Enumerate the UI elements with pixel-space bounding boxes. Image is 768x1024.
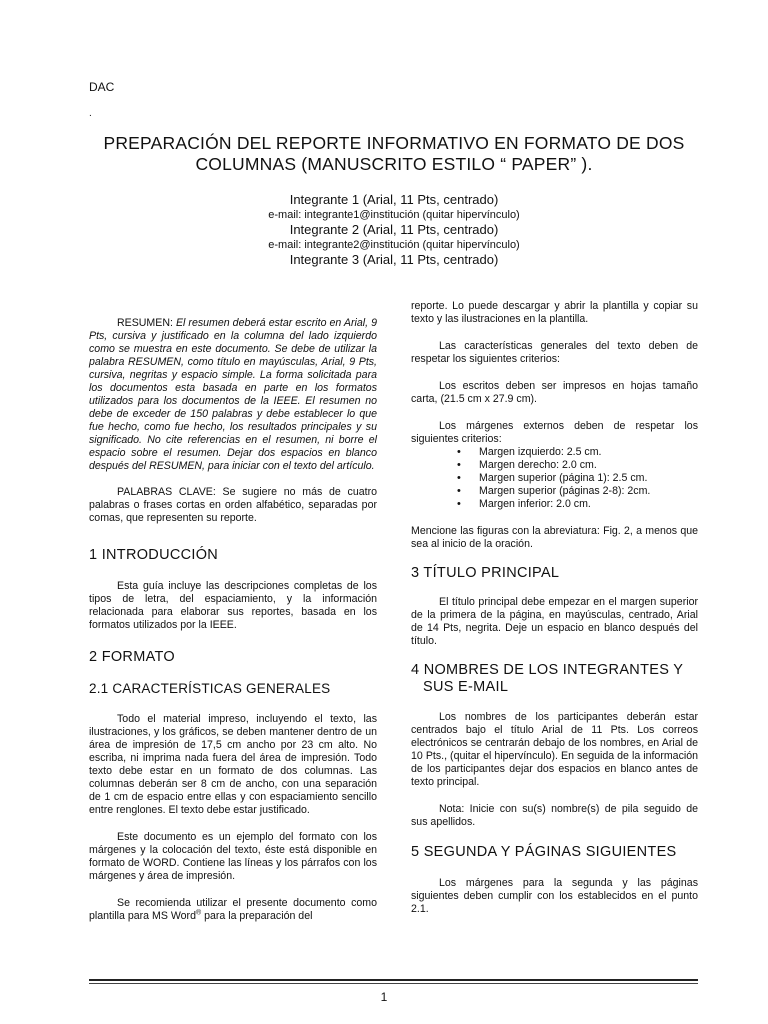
abstract-label: RESUMEN: [117, 317, 173, 329]
list-item: • Margen izquierdo: 2.5 cm. [479, 446, 698, 459]
registered-mark: ® [195, 909, 202, 917]
paragraph-segunda: Los márgenes para la segunda y las páginas siguientes deben cumplir con los establecidos en el punto 2.1. [411, 877, 698, 915]
list-item: • Margen derecho: 2.0 cm. [479, 459, 698, 472]
heading-nombres-line-1: 4 NOMBRES DE LOS INTEGRANTES Y [411, 662, 684, 678]
abstract-text: El resumen deberá estar escrito en Arial, 9 Pts, cursiva y justificado en la columna del lado izquierdo como se muestra en este documento. Se debe de utilizar la palabra RESUMEN, como título en mayúsculas, Arial, 9 Pts, cursiva, negritas y espacio simple. La forma solicitada para los documentos esta basada en parte en los formatos utilizados para los documentos de la IEEE. El resumen no debe de exceder de 150 palabras y debe establecer lo que fue hecho, como fue hecho, los resultados principales y su significado. No cite referencias en el resumen, ni borre el espacio sobre el resumen. Dejar dos espacios en blanco después del RESUMEN, para iniciar con el texto del artículo. [89, 317, 377, 472]
paragraph-caracteristicas: Las características generales del texto deben de respetar los siguientes criterios: [411, 340, 698, 365]
page-title [80, 133, 708, 175]
footer-rule-thin [89, 983, 698, 984]
paragraph-figuras: Mencione las figuras con la abreviatura: Fig. 2, a menos que sea al inicio de la oración. [411, 525, 698, 550]
left-column [89, 300, 377, 923]
paragraph-escritos: Los escritos deben ser impresos en hojas tamaño carta, (21.5 cm x 27.9 cm). [411, 380, 698, 405]
plantilla-text-a: Se recomienda utilizar el presente documento como plantilla para MS Word [89, 897, 377, 922]
heading-nombres [411, 662, 698, 696]
heading-segunda: 5 SEGUNDA Y PÁGINAS SIGUIENTES [411, 844, 677, 860]
paragraph-margenes: Los márgenes externos deben de respetar los siguientes criterios: [411, 420, 698, 445]
author-block [80, 192, 708, 268]
paragraph-titulo: El título principal debe empezar en el margen superior de la primera de la página, en mayúsculas, centrado, Arial de 14 Pts, negrita. Deje un espacio en blanco después del título. [411, 596, 698, 647]
author-2-email: e-mail: integrante2@institución (quitar hipervínculo) [268, 239, 520, 251]
paragraph-material: Todo el material impreso, incluyendo el texto, las ilustraciones, y los gráficos, se deben mantener dentro de un área de impresión de 17,5 cm ancho por 23 cm alto. No escriba, ni imprima nada fuera del área de impresión. Todo texto debe estar en un formato de dos columnas. Las columnas deberán ser 8 cm de ancho, con una separación de 1 cm de espacio entre ellas y con espaciamiento sencillo entre renglones. El texto debe estar justificado. [89, 713, 377, 816]
list-item: • Margen superior (página 1): 2.5 cm. [479, 472, 698, 485]
paragraph-nombres: Los nombres de los participantes deberán estar centrados bajo el título Arial de 11 Pts. Los correos electrónicos se centrarán debajo de los nombres, en Arial de 10 Pts., (quitar el hipervínculo). En seguida de la información de los participantes dejar dos espacios en blanco antes de texto principal. [411, 711, 698, 788]
title-line-1: PREPARACIÓN DEL REPORTE INFORMATIVO EN FORMATO DE DOS [103, 133, 685, 153]
heading-caracteristicas: 2.1 CARACTERÍSTICAS GENERALES [89, 681, 331, 696]
header-label: DAC [89, 80, 115, 94]
keywords: PALABRAS CLAVE: Se sugiere no más de cuatro palabras o frases cortas en orden alfabético, separadas por comas, que representen su reporte. [89, 486, 377, 524]
heading-introduccion: 1 INTRODUCCIÓN [89, 547, 219, 563]
page-number: 1 [380, 990, 388, 1004]
paragraph-intro: Esta guía incluye las descripciones completas de los tipos de letra, del espaciamiento, y la información relacionada para elaborar sus reportes, basada en los formatos utilizados por la IEEE. [89, 580, 377, 631]
header-dot: . [89, 108, 92, 119]
author-3-name: Integrante 3 (Arial, 11 Pts, centrado) [289, 252, 499, 267]
paragraph-continuacion: reporte. Lo puede descargar y abrir la plantilla y copiar su texto y las ilustraciones en la plantilla. [411, 300, 698, 325]
margins-list [411, 446, 698, 511]
paragraph-ejemplo: Este documento es un ejemplo del formato con los márgenes y la colocación del texto, éste está disponible en formato de WORD. Contiene las líneas y los párrafos con los márgenes y área de impresión. [89, 831, 377, 882]
paragraph-plantilla [89, 897, 377, 923]
heading-formato: 2 FORMATO [89, 649, 175, 665]
author-1-name: Integrante 1 (Arial, 11 Pts, centrado) [289, 192, 499, 207]
heading-titulo-principal: 3 TÍTULO PRINCIPAL [411, 565, 560, 581]
plantilla-text-b: para la preparación del [201, 910, 313, 922]
abstract [89, 317, 377, 473]
right-column [411, 300, 698, 916]
list-item: • Margen inferior: 2.0 cm. [479, 498, 698, 511]
footer-rule [89, 979, 698, 981]
list-item: • Margen superior (páginas 2-8): 2cm. [479, 485, 698, 498]
paragraph-nota: Nota: Inicie con su(s) nombre(s) de pila seguido de sus apellidos. [411, 803, 698, 828]
title-line-2: COLUMNAS (MANUSCRITO ESTILO “ PAPER” ). [195, 154, 593, 174]
author-2-name: Integrante 2 (Arial, 11 Pts, centrado) [289, 222, 499, 237]
author-1-email: e-mail: integrante1@institución (quitar hipervínculo) [268, 209, 520, 221]
heading-nombres-line-2: SUS E-MAIL [423, 679, 509, 695]
